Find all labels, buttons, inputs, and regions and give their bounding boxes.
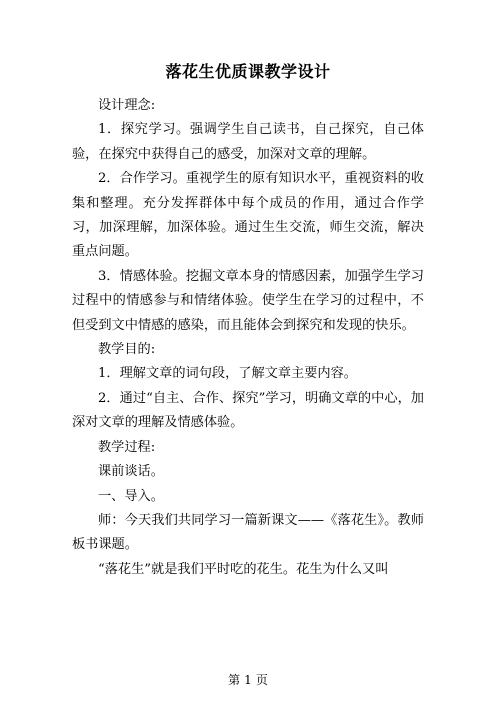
paragraph: 1．探究学习。强调学生自己读书，自己探究，自己体验，在探究中获得自己的感受，加深对文章的理解。: [72, 122, 424, 162]
document-body: [72, 94, 424, 582]
paragraph: 2．通过“自主、合作、探究”学习，明确文章的中心，加深对文章的理解及情感体验。: [72, 390, 424, 431]
paragraph: 1．理解文章的词句段，了解文章主要内容。: [98, 366, 357, 382]
paragraph: 教学目的:: [98, 342, 156, 358]
paragraph: 2．合作学习。重视学生的原有知识水平，重视资料的收集和整理。充分发挥群体中每个成员的作用，通过合作学习，加深理解，加深体验。通过生生交流，师生交流，解决重点问题。: [72, 171, 424, 260]
paragraph: 设计理念:: [98, 98, 156, 113]
paragraph: 教学过程:: [98, 439, 156, 455]
footer-suffix: 页: [255, 673, 268, 687]
footer-prefix: 第: [228, 673, 241, 687]
document-title: 落花生优质课教学设计: [165, 62, 331, 81]
page-number: 1: [244, 673, 252, 687]
paragraph: 一、导入。: [98, 488, 164, 504]
paragraph: 3．情感体验。挖掘文章本身的情感因素，加强学生学习过程中的情感参与和情绪体验。使学生在学习的过程中，不但受到文中情感的感染，而且能体会到探究和发现的快乐。: [72, 268, 424, 333]
paragraph: 课前谈话。: [98, 464, 164, 480]
paragraph: 师：今天我们共同学习一篇新课文——《落花生》。教师板书课题。: [72, 512, 424, 553]
paragraph: “落花生”就是我们平时吃的花生。花生为什么又叫: [98, 561, 389, 577]
page-footer: [0, 672, 496, 688]
